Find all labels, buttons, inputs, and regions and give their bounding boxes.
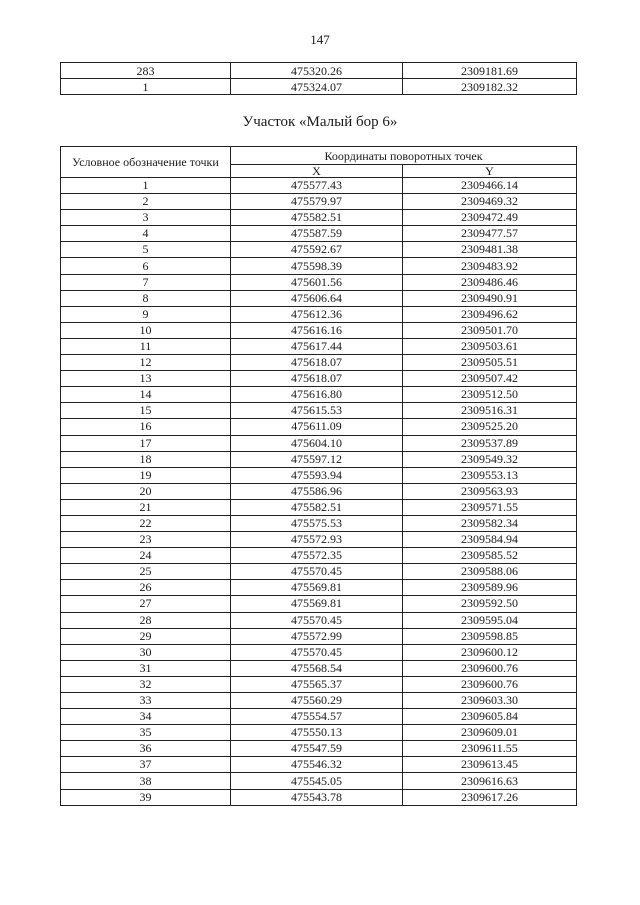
section-title: Участок «Малый бор 6» [242,114,398,130]
table-row [61,63,577,79]
table-row [61,387,577,403]
x-coordinate-cell: 475582.51 [231,499,403,515]
x-coordinate-cell: 475565.37 [231,676,403,692]
point-number-cell: 283 [61,63,231,79]
x-coordinate-cell: 475612.36 [231,306,403,322]
table-row [61,580,577,596]
table-row [61,403,577,419]
y-coordinate-cell: 2309182.32 [403,79,577,95]
table-row [61,419,577,435]
x-coordinate-cell: 475572.93 [231,532,403,548]
y-coordinate-cell: 2309512.50 [403,387,577,403]
table-row [61,660,577,676]
x-coordinate-cell: 475597.12 [231,451,403,467]
x-coordinate-cell: 475324.07 [231,79,403,95]
coordinates-table-body [61,178,577,806]
x-coordinate-cell: 475582.51 [231,210,403,226]
y-coordinate-cell: 2309584.94 [403,532,577,548]
y-coordinate-cell: 2309598.85 [403,628,577,644]
point-number-cell: 3 [61,210,231,226]
point-number-cell: 23 [61,532,231,548]
x-coordinate-cell: 475543.78 [231,789,403,805]
y-coordinate-cell: 2309588.06 [403,564,577,580]
table-row [61,258,577,274]
x-column-header: X [231,165,403,178]
y-coordinate-cell: 2309592.50 [403,596,577,612]
table-row [61,564,577,580]
table-row [61,242,577,258]
point-number-cell: 39 [61,789,231,805]
y-coordinate-cell: 2309589.96 [403,580,577,596]
point-number-cell: 1 [61,79,231,95]
y-coordinate-cell: 2309525.20 [403,419,577,435]
y-coordinate-cell: 2309549.32 [403,451,577,467]
table-row [61,725,577,741]
x-coordinate-cell: 475604.10 [231,435,403,451]
point-number-cell: 11 [61,338,231,354]
table-row [61,226,577,242]
y-coordinate-cell: 2309603.30 [403,693,577,709]
y-coordinate-cell: 2309553.13 [403,467,577,483]
table-row [61,178,577,194]
x-coordinate-cell: 475575.53 [231,515,403,531]
table-row [61,210,577,226]
y-coordinate-cell: 2309477.57 [403,226,577,242]
x-coordinate-cell: 475618.07 [231,355,403,371]
continuation-table-body [61,63,577,95]
y-coordinate-cell: 2309582.34 [403,515,577,531]
point-number-cell: 37 [61,757,231,773]
x-coordinate-cell: 475572.35 [231,548,403,564]
y-coordinate-cell: 2309605.84 [403,709,577,725]
table-row [61,773,577,789]
table-row [61,483,577,499]
x-coordinate-cell: 475572.99 [231,628,403,644]
point-number-cell: 1 [61,178,231,194]
x-coordinate-cell: 475598.39 [231,258,403,274]
table-row [61,789,577,805]
x-coordinate-cell: 475586.96 [231,483,403,499]
point-number-cell: 36 [61,741,231,757]
y-coordinate-cell: 2309611.55 [403,741,577,757]
table-row [61,596,577,612]
x-coordinate-cell: 475569.81 [231,580,403,596]
point-number-cell: 21 [61,499,231,515]
table-row [61,612,577,628]
point-column-header: Условное обозначение точки [61,147,231,178]
x-coordinate-cell: 475579.97 [231,194,403,210]
table-row [61,548,577,564]
y-coordinate-cell: 2309486.46 [403,274,577,290]
y-coordinate-cell: 2309537.89 [403,435,577,451]
point-number-cell: 30 [61,644,231,660]
point-number-cell: 12 [61,355,231,371]
point-number-cell: 38 [61,773,231,789]
table-row [61,79,577,95]
x-coordinate-cell: 475577.43 [231,178,403,194]
y-coordinate-cell: 2309600.76 [403,676,577,692]
point-number-cell: 15 [61,403,231,419]
y-coordinate-cell: 2309563.93 [403,483,577,499]
point-number-cell: 19 [61,467,231,483]
table-row [61,371,577,387]
point-number-cell: 22 [61,515,231,531]
x-coordinate-cell: 475615.53 [231,403,403,419]
point-number-cell: 16 [61,419,231,435]
y-coordinate-cell: 2309516.31 [403,403,577,419]
point-number-cell: 32 [61,676,231,692]
point-number-cell: 17 [61,435,231,451]
y-coordinate-cell: 2309472.49 [403,210,577,226]
point-number-cell: 31 [61,660,231,676]
y-coordinate-cell: 2309617.26 [403,789,577,805]
y-coordinate-cell: 2309505.51 [403,355,577,371]
table-row [61,644,577,660]
point-number-cell: 5 [61,242,231,258]
point-number-cell: 10 [61,322,231,338]
y-column-header: Y [403,165,577,178]
x-coordinate-cell: 475601.56 [231,274,403,290]
point-number-cell: 18 [61,451,231,467]
point-number-cell: 4 [61,226,231,242]
x-coordinate-cell: 475611.09 [231,419,403,435]
y-coordinate-cell: 2309481.38 [403,242,577,258]
table-row [61,355,577,371]
y-coordinate-cell: 2309466.14 [403,178,577,194]
table-row [61,676,577,692]
x-coordinate-cell: 475570.45 [231,564,403,580]
coordinates-table-header [61,147,577,178]
x-coordinate-cell: 475592.67 [231,242,403,258]
table-row [61,338,577,354]
table-row [61,757,577,773]
x-coordinate-cell: 475617.44 [231,338,403,354]
point-number-cell: 20 [61,483,231,499]
x-coordinate-cell: 475569.81 [231,596,403,612]
y-coordinate-cell: 2309600.76 [403,660,577,676]
x-coordinate-cell: 475587.59 [231,226,403,242]
x-coordinate-cell: 475618.07 [231,371,403,387]
point-number-cell: 8 [61,290,231,306]
y-coordinate-cell: 2309469.32 [403,194,577,210]
y-coordinate-cell: 2309496.62 [403,306,577,322]
y-coordinate-cell: 2309503.61 [403,338,577,354]
x-coordinate-cell: 475560.29 [231,693,403,709]
table-row [61,709,577,725]
x-coordinate-cell: 475570.45 [231,644,403,660]
point-number-cell: 35 [61,725,231,741]
y-coordinate-cell: 2309595.04 [403,612,577,628]
point-number-cell: 9 [61,306,231,322]
table-row [61,532,577,548]
point-number-cell: 2 [61,194,231,210]
continuation-table [60,62,577,95]
x-coordinate-cell: 475546.32 [231,757,403,773]
x-coordinate-cell: 475616.16 [231,322,403,338]
y-coordinate-cell: 2309613.45 [403,757,577,773]
coordinates-column-header: Координаты поворотных точек [231,147,577,165]
table-row [61,290,577,306]
x-coordinate-cell: 475554.57 [231,709,403,725]
point-number-cell: 29 [61,628,231,644]
point-number-cell: 26 [61,580,231,596]
point-number-cell: 34 [61,709,231,725]
table-row [61,322,577,338]
y-coordinate-cell: 2309600.12 [403,644,577,660]
table-row [61,741,577,757]
point-number-cell: 27 [61,596,231,612]
table-row [61,515,577,531]
y-coordinate-cell: 2309181.69 [403,63,577,79]
point-number-cell: 33 [61,693,231,709]
table-row [61,194,577,210]
table-row [61,306,577,322]
table-row [61,467,577,483]
point-number-cell: 6 [61,258,231,274]
table-row [61,628,577,644]
point-number-cell: 28 [61,612,231,628]
y-coordinate-cell: 2309571.55 [403,499,577,515]
x-coordinate-cell: 475568.54 [231,660,403,676]
point-number-cell: 14 [61,387,231,403]
table-row [61,693,577,709]
coordinates-table [60,146,577,806]
table-row [61,435,577,451]
x-coordinate-cell: 475570.45 [231,612,403,628]
y-coordinate-cell: 2309609.01 [403,725,577,741]
y-coordinate-cell: 2309483.92 [403,258,577,274]
y-coordinate-cell: 2309585.52 [403,548,577,564]
x-coordinate-cell: 475593.94 [231,467,403,483]
x-coordinate-cell: 475545.05 [231,773,403,789]
point-number-cell: 7 [61,274,231,290]
table-row [61,451,577,467]
x-coordinate-cell: 475606.64 [231,290,403,306]
point-number-cell: 25 [61,564,231,580]
x-coordinate-cell: 475550.13 [231,725,403,741]
x-coordinate-cell: 475547.59 [231,741,403,757]
x-coordinate-cell: 475320.26 [231,63,403,79]
table-row [61,274,577,290]
y-coordinate-cell: 2309507.42 [403,371,577,387]
y-coordinate-cell: 2309616.63 [403,773,577,789]
y-coordinate-cell: 2309501.70 [403,322,577,338]
y-coordinate-cell: 2309490.91 [403,290,577,306]
table-row [61,499,577,515]
point-number-cell: 24 [61,548,231,564]
page-number: 147 [310,32,330,47]
x-coordinate-cell: 475616.80 [231,387,403,403]
point-number-cell: 13 [61,371,231,387]
